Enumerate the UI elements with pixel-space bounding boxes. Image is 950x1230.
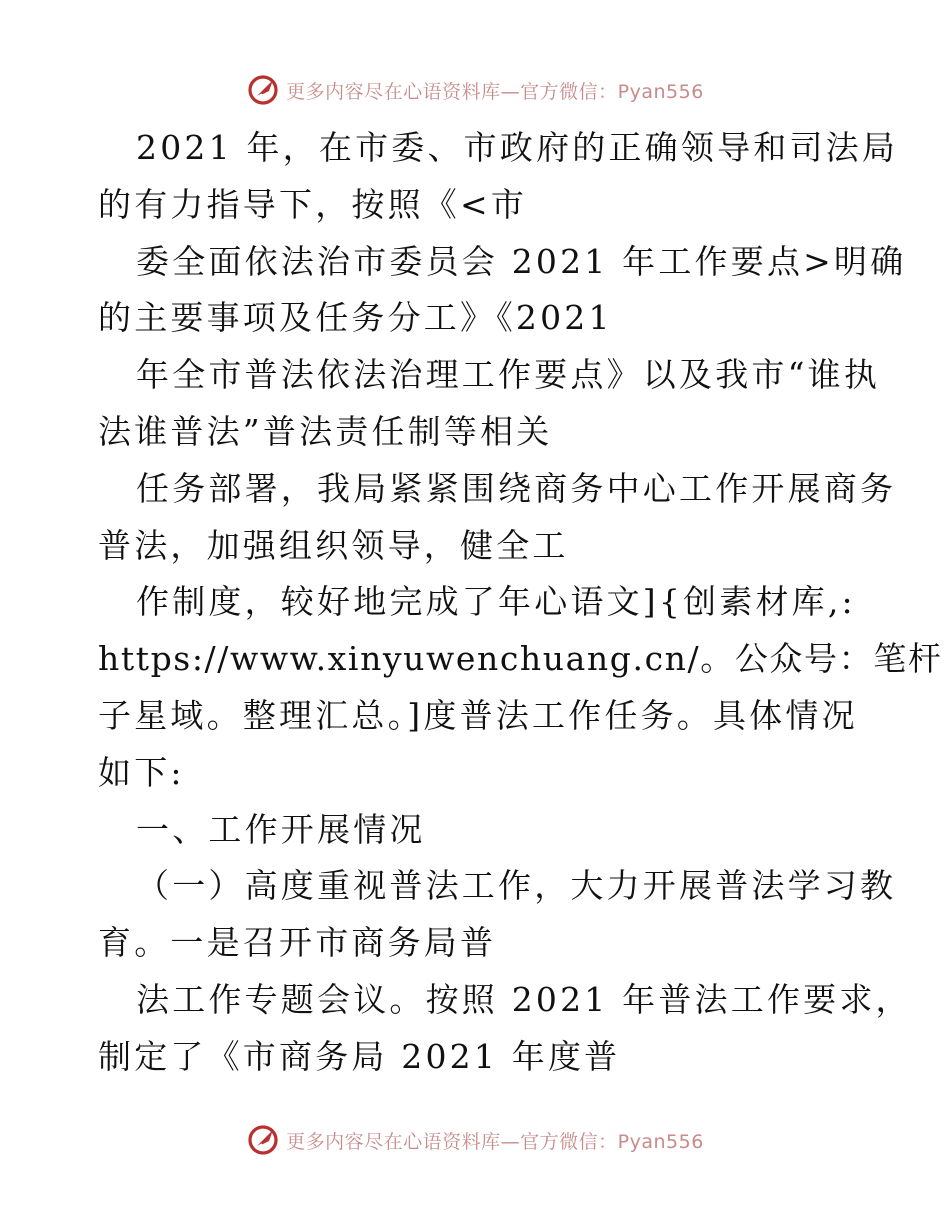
- footer-banner: [0, 1120, 950, 1160]
- paragraph-line: 的主要事项及任务分工》《2021: [98, 298, 613, 338]
- paragraph-line: 普法，加强组织领导，健全工: [98, 525, 569, 565]
- paragraph-line: 法工作专题会议。按照 2021 年普法工作要求，: [136, 979, 912, 1019]
- paragraph-line: 委全面依法治市委员会 2021 年工作要点>明确: [136, 241, 907, 281]
- paragraph-line: 子星域。整理汇总。]度普法工作任务。具体情况: [98, 695, 858, 735]
- document-body: [98, 120, 943, 1086]
- header-banner: [0, 70, 950, 110]
- paragraph-line: 年全市普法依法治理工作要点》以及我市“谁执: [136, 355, 881, 395]
- paragraph-line: 法谁普法”普法责任制等相关: [98, 411, 553, 451]
- paragraph-line: 作制度，较好地完成了年心语文]{创素材库,:: [136, 582, 856, 622]
- paragraph-line: https://www.xinyuwenchuang.cn/。公众号：笔杆: [98, 639, 943, 679]
- paragraph-line: 如下:: [98, 752, 185, 792]
- quill-logo-icon: [246, 73, 280, 107]
- paragraph-line: 制定了《市商务局 2021 年度普: [98, 1036, 621, 1076]
- paragraph-line: 育。一是召开市商务局普: [98, 923, 497, 963]
- header-banner-text: 更多内容尽在心语资料库—官方微信：Pyan556: [286, 80, 704, 103]
- subsection-heading-line: （一）高度重视普法工作，大力开展普法学习教: [136, 866, 897, 906]
- quill-logo-icon: [246, 1123, 280, 1157]
- paragraph-line: 的有力指导下，按照《<市: [98, 184, 528, 224]
- section-heading: 一、工作开展情况: [136, 809, 426, 849]
- paragraph-line: 任务部署，我局紧紧围绕商务中心工作开展商务: [136, 468, 897, 508]
- paragraph-line: 2021 年，在市委、市政府的正确领导和司法局: [136, 128, 899, 167]
- footer-banner-text: 更多内容尽在心语资料库—官方微信：Pyan556: [286, 1130, 704, 1153]
